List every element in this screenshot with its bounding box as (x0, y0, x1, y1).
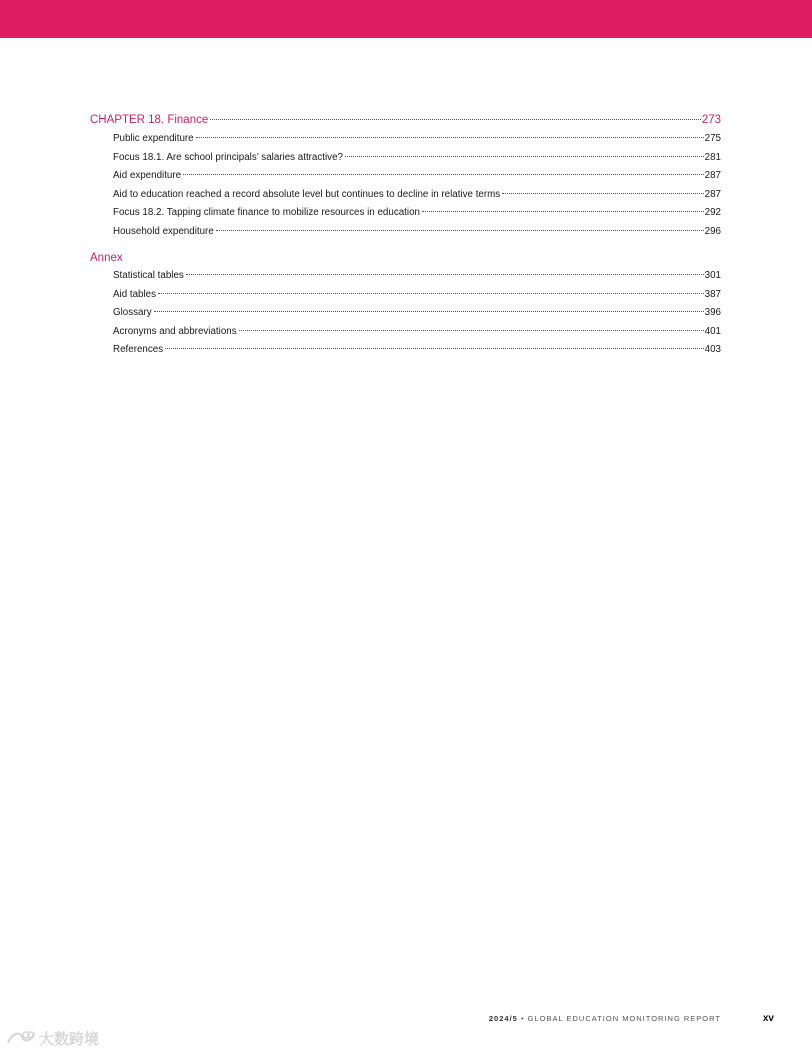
toc-entry[interactable] (113, 341, 721, 360)
toc-entry-page: 301 (704, 270, 721, 281)
dot-leader (239, 329, 704, 331)
toc-entry[interactable] (113, 267, 721, 286)
toc-entry-label: Glossary (113, 307, 152, 318)
toc-entry-page: 287 (704, 170, 721, 181)
toc-entry-page: 387 (704, 288, 721, 300)
dot-leader (345, 155, 704, 157)
toc-chapter-entry[interactable] (90, 111, 721, 129)
dot-leader (210, 118, 701, 120)
dot-leader (422, 210, 704, 212)
watermark (6, 1028, 99, 1049)
toc-entry-label: Aid tables (113, 288, 157, 300)
toc-entry-label: Focus 18.2. Tapping climate finance to mobilize resources in education (113, 207, 420, 218)
toc-chapter-title: CHAPTER 18. Finance (90, 114, 209, 126)
toc-entry-label: Aid to education reached a record absolute level but continues to decline in relative terms (113, 188, 501, 200)
dot-leader (502, 192, 703, 194)
toc-entry[interactable] (113, 323, 721, 342)
toc-entry-label: Aid expenditure (113, 170, 182, 181)
footer-separator: • (520, 1014, 525, 1023)
table-of-contents (90, 111, 721, 360)
footer-report-title: GLOBAL EDUCATION MONITORING REPORT (527, 1014, 721, 1023)
toc-entry-label: Household expenditure (113, 225, 214, 237)
header-band (0, 0, 812, 38)
toc-entry-label: Statistical tables (113, 270, 184, 281)
toc-entry[interactable] (113, 130, 721, 149)
dot-leader (154, 310, 704, 312)
dot-leader (186, 273, 704, 275)
toc-chapter-page: 273 (701, 114, 721, 126)
logo-mark-icon (6, 1029, 36, 1049)
dot-leader (196, 136, 704, 138)
toc-entry[interactable] (113, 304, 721, 323)
toc-entry[interactable] (113, 186, 721, 205)
toc-entry[interactable] (113, 223, 721, 242)
running-footer (489, 1014, 721, 1023)
toc-entry-page: 287 (704, 188, 721, 200)
footer-year: 2024/5 (488, 1014, 518, 1023)
page-number: xv (762, 1013, 774, 1024)
toc-entry-page: 396 (704, 307, 721, 318)
toc-entry[interactable] (113, 286, 721, 305)
toc-entry[interactable] (113, 167, 721, 186)
dot-leader (165, 347, 704, 349)
dot-leader (216, 229, 704, 231)
dot-leader (183, 173, 704, 175)
toc-entry-page: 403 (704, 344, 721, 355)
annex-heading[interactable]: Annex (90, 252, 123, 264)
toc-entry-page: 296 (704, 225, 721, 237)
watermark-text: 大数跨境 (39, 1030, 100, 1048)
toc-entry-label: Focus 18.1. Are school principals’ salaries attractive? (113, 151, 343, 163)
toc-entry[interactable] (113, 204, 721, 223)
toc-entry-page: 281 (704, 151, 721, 163)
toc-entry-page: 401 (704, 325, 721, 337)
toc-entry-page: 292 (704, 207, 721, 218)
toc-entry[interactable] (113, 149, 721, 168)
dot-leader (158, 292, 704, 294)
toc-entry-label: Acronyms and abbreviations (113, 325, 237, 337)
toc-entry-label: References (113, 344, 164, 355)
toc-entry-page: 275 (704, 133, 721, 144)
toc-entry-label: Public expenditure (113, 133, 194, 144)
